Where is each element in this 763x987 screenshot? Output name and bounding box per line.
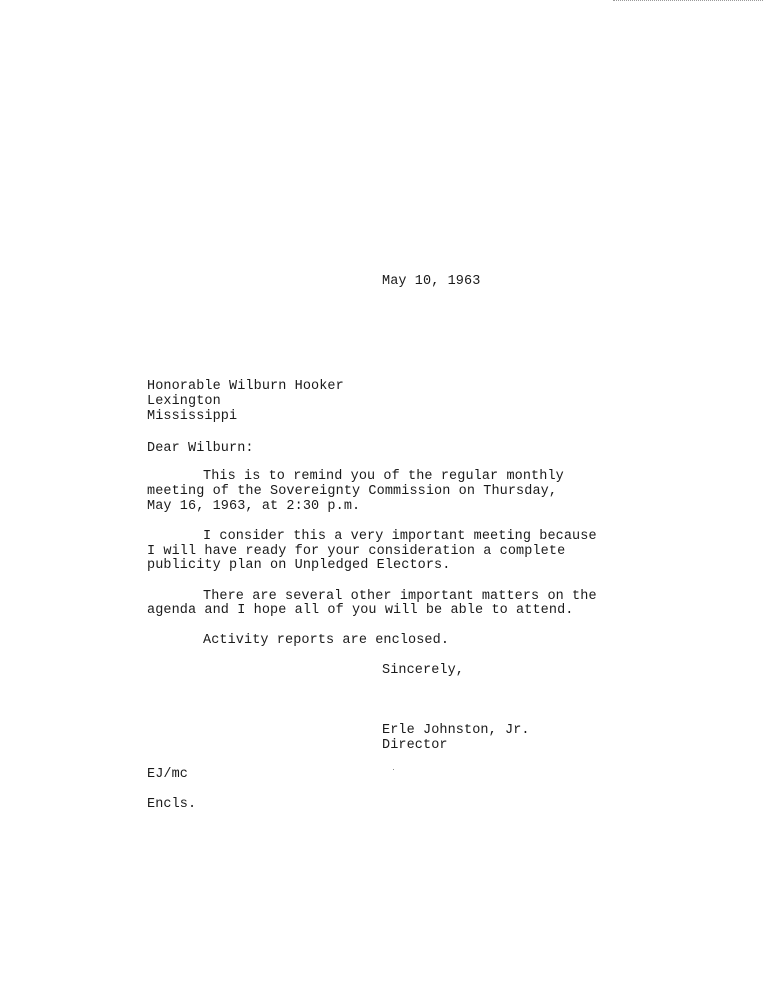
paragraph-1-line-1: This is to remind you of the regular monthly bbox=[203, 469, 564, 484]
paragraph-1-line-2: meeting of the Sovereignty Commission on Thursday, bbox=[147, 484, 558, 499]
paragraph-4-line-1: Activity reports are enclosed. bbox=[203, 633, 450, 648]
recipient-state: Mississippi bbox=[147, 409, 238, 424]
paragraph-2-line-1: I consider this a very important meeting because bbox=[203, 529, 597, 544]
recipient-address bbox=[147, 379, 344, 424]
page-edge-dotted-line bbox=[613, 0, 763, 1]
recipient-city: Lexington bbox=[147, 394, 221, 409]
closing: Sincerely, bbox=[382, 663, 465, 678]
enclosures-note: Encls. bbox=[147, 797, 197, 812]
letter-date: May 10, 1963 bbox=[382, 274, 481, 289]
paragraph-3-line-1: There are several other important matters on the bbox=[203, 589, 597, 604]
ink-speck bbox=[393, 769, 394, 770]
paragraph-1-line-3: May 16, 1963, at 2:30 p.m. bbox=[147, 499, 361, 514]
paragraph-3-line-2: agenda and I hope all of you will be able to attend. bbox=[147, 603, 574, 618]
paragraph-2-line-2: I will have ready for your consideration a complete bbox=[147, 544, 566, 559]
reference-initials: EJ/mc bbox=[147, 767, 189, 782]
paragraph-2-line-3: publicity plan on Unpledged Electors. bbox=[147, 558, 451, 573]
signature-name: Erle Johnston, Jr. bbox=[382, 723, 530, 738]
salutation: Dear Wilburn: bbox=[147, 441, 254, 456]
recipient-name: Honorable Wilburn Hooker bbox=[147, 379, 344, 394]
signature-title: Director bbox=[382, 738, 448, 753]
